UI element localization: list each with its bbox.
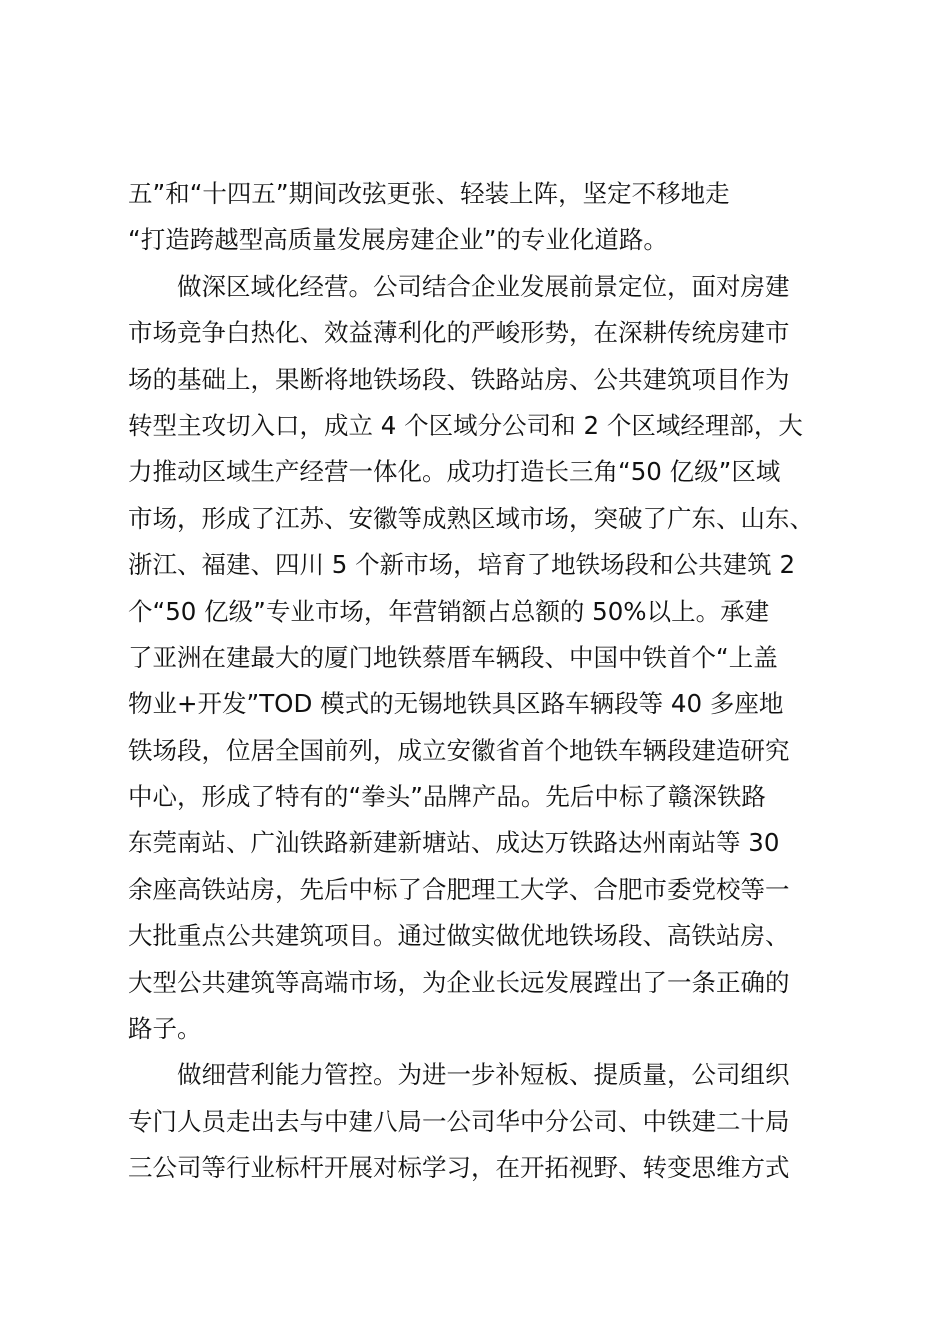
text-line: 场的基础上，果断将地铁场段、铁路站房、公共建筑项目作为 [128,364,790,394]
text-line: 浙江、福建、四川 5 个新市场，培育了地铁场段和公共建筑 2 [128,550,796,580]
text-line: 个“50 亿级”专业市场，年营销额占总额的 50%以上。承建 [128,596,770,626]
text-line: 物业+开发”TOD 模式的无锡地铁具区路车辆段等 40 多座地 [128,689,784,719]
text-line: 市场，形成了江苏、安徽等成熟区域市场，突破了广东、山东、 [128,503,814,533]
paragraph-start-line: 做深区域化经营。公司结合企业发展前景定位，面对房建 [177,271,790,301]
text-line: 三公司等行业标杆开展对标学习，在开拓视野、转变思维方式 [128,1153,790,1183]
text-line: 余座高铁站房，先后中标了合肥理工大学、合肥市委党校等一 [128,874,790,904]
text-line: 力推动区域生产经营一体化。成功打造长三角“50 亿级”区域 [128,457,781,487]
body-text [128,171,848,1192]
text-line: 铁场段，位居全国前列，成立安徽省首个地铁车辆段建造研究 [128,735,790,765]
text-line: 大型公共建筑等高端市场，为企业长远发展蹚出了一条正确的 [128,967,790,997]
text-line: 了亚洲在建最大的厦门地铁蔡厝车辆段、中国中铁首个“上盖 [128,642,778,672]
paragraph-start-line: 做细营利能力管控。为进一步补短板、提质量，公司组织 [177,1060,790,1090]
text-line: 五”和“十四五”期间改弦更张、轻装上阵，坚定不移地走 [128,179,730,208]
text-line: 市场竞争白热化、效益薄利化的严峻形势，在深耕传统房建市 [128,318,790,348]
text-line: 路子。 [128,1014,202,1044]
text-line: 东莞南站、广汕铁路新建新塘站、成达万铁路达州南站等 30 [128,828,780,858]
text-line: 中心，形成了特有的“拳头”品牌产品。先后中标了赣深铁路 [128,782,766,812]
text-line: 大批重点公共建筑项目。通过做实做优地铁场段、高铁站房、 [128,921,790,951]
text-line: “打造跨越型高质量发展房建企业”的专业化道路。 [128,225,668,255]
text-line: 转型主攻切入口，成立 4 个区域分公司和 2 个区域经理部，大 [128,410,803,440]
text-line: 专门人员走出去与中建八局一公司华中分公司、中铁建二十局 [128,1106,790,1136]
